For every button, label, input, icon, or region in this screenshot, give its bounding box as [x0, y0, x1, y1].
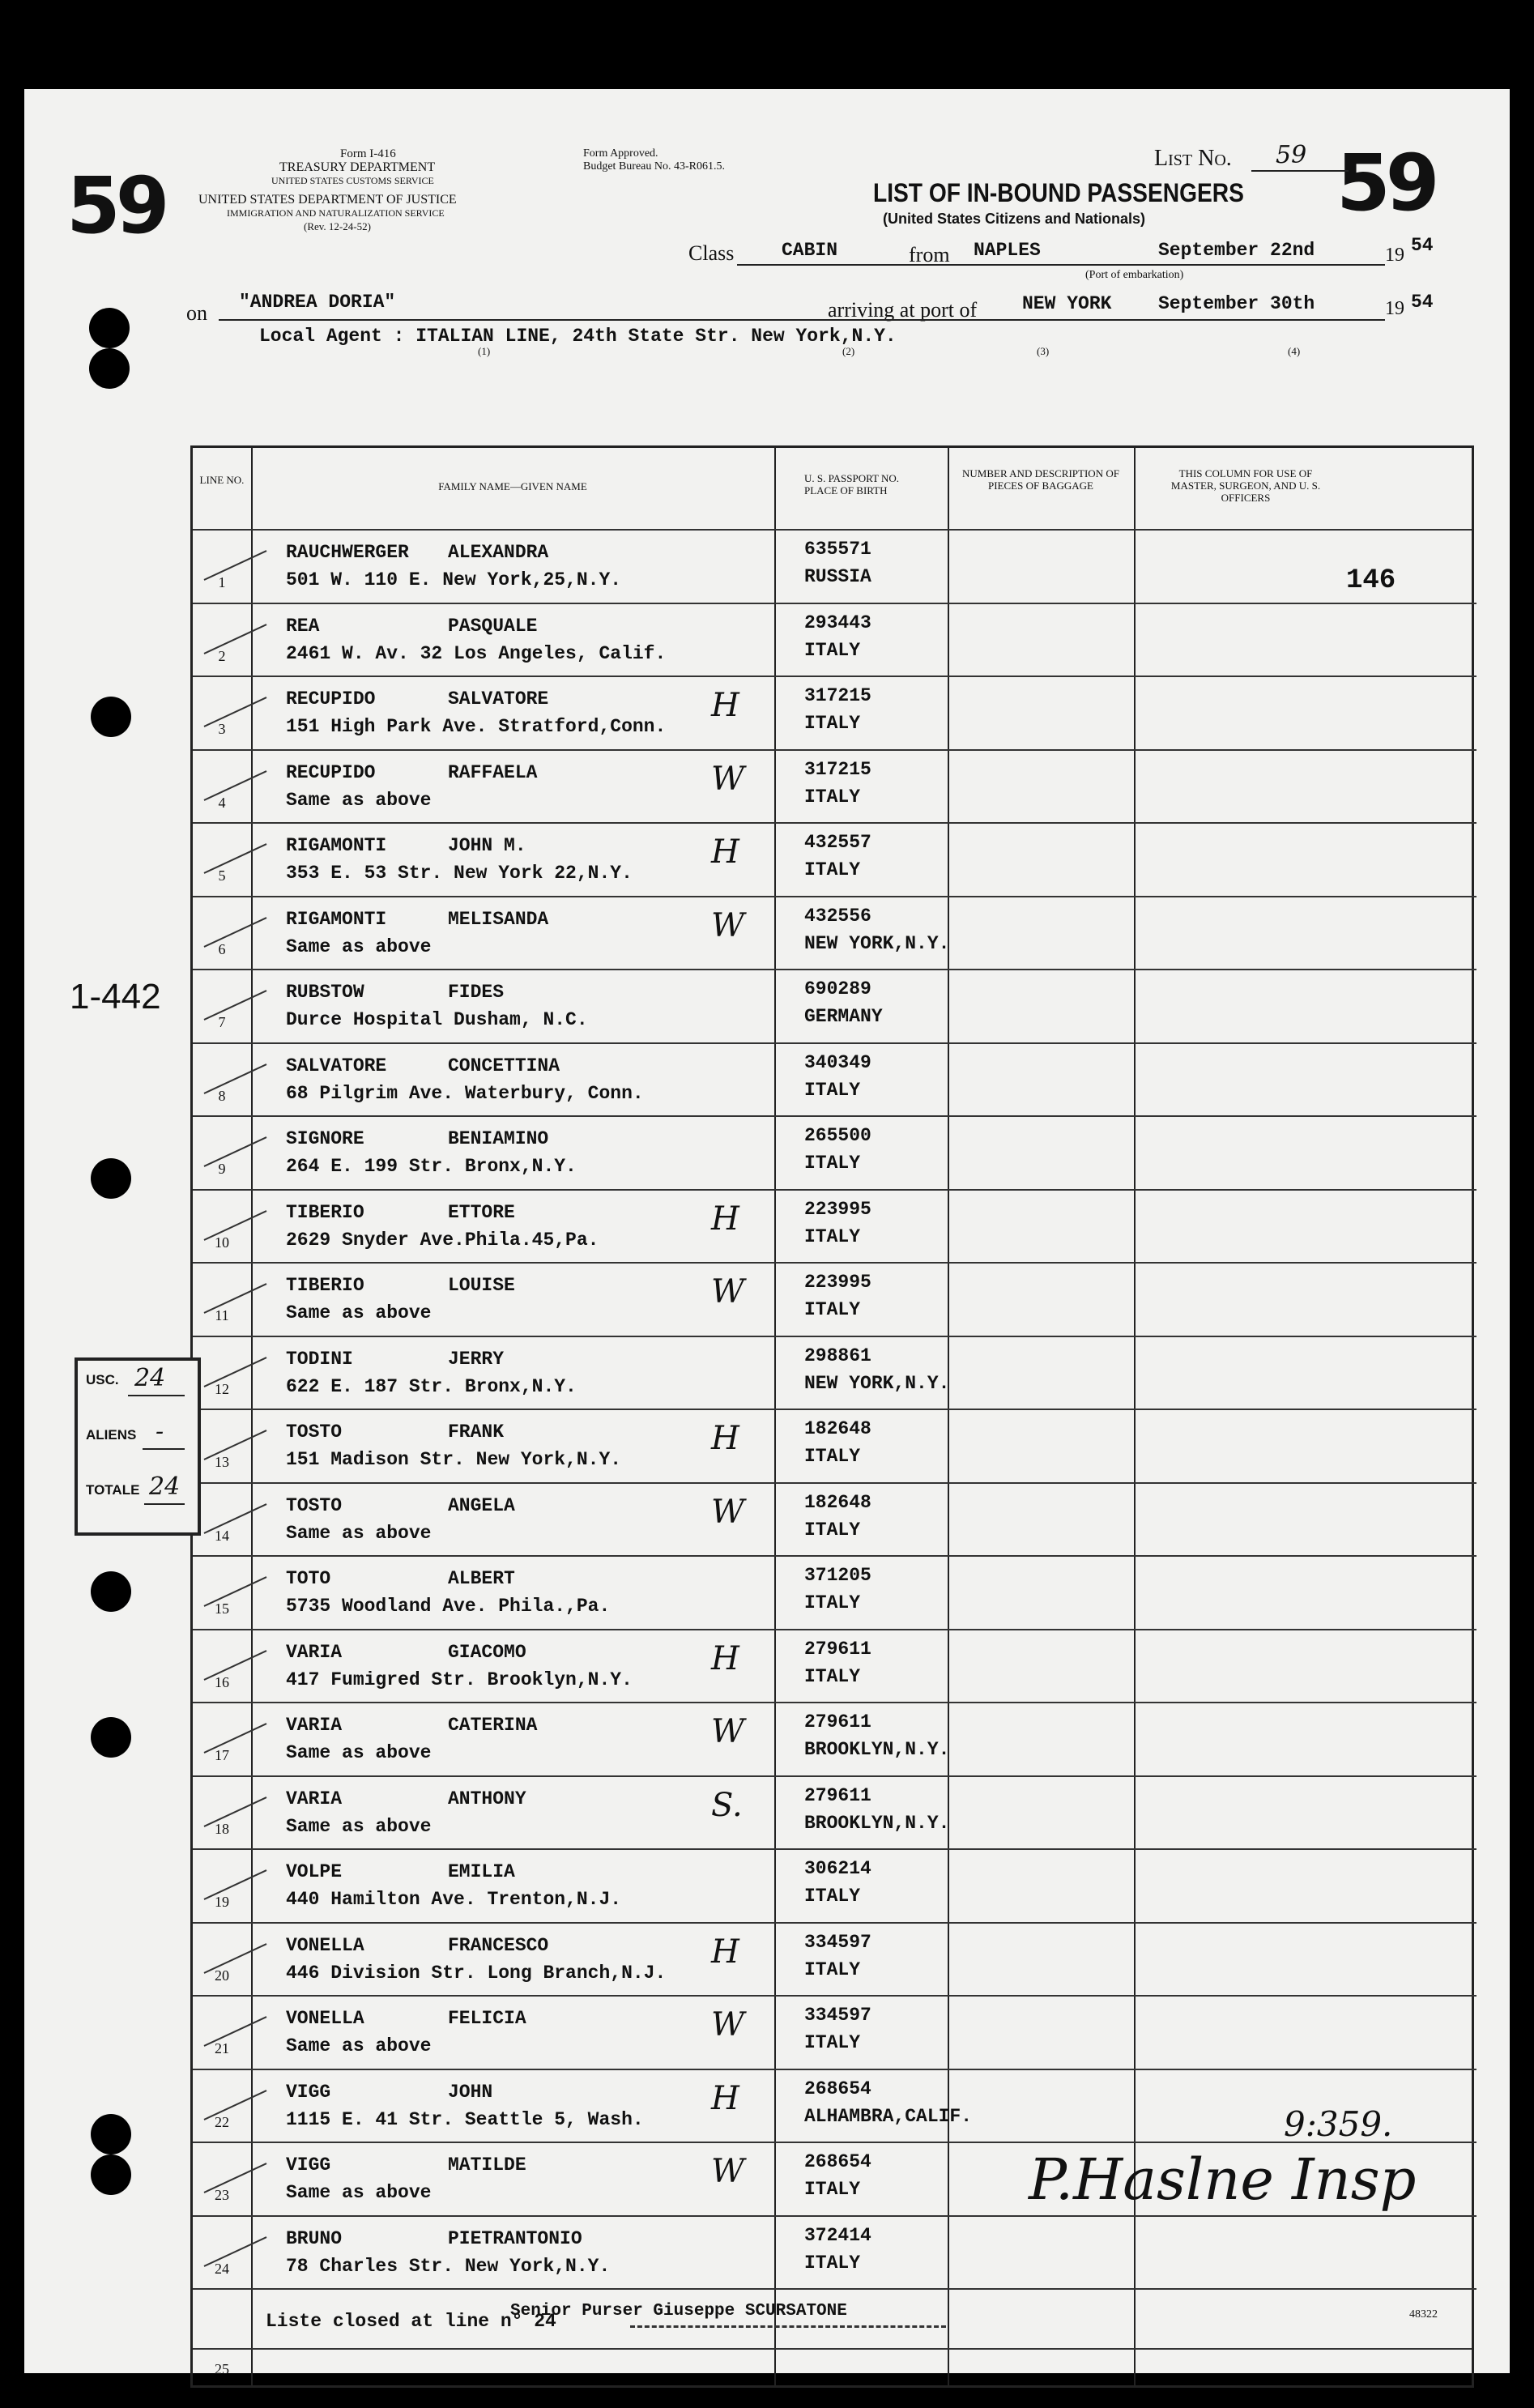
address: 446 Division Str. Long Branch,N.J.: [286, 1962, 667, 1984]
from-label: from: [909, 243, 950, 266]
header-officers: THIS COLUMN FOR USE OF MASTER, SURGEON, AND U. S. OFFICERS: [1170, 467, 1321, 504]
purser-line: Senior Purser Giuseppe SCURSATONE: [510, 2302, 847, 2321]
line-number: 3: [218, 721, 226, 737]
address: 501 W. 110 E. New York,25,N.Y.: [286, 569, 622, 590]
relation-mark: S.: [711, 1786, 743, 1824]
total-label: TOTALE: [86, 1482, 140, 1498]
table-row: [193, 749, 1476, 822]
line-number: 10: [215, 1234, 229, 1251]
given-name: MATILDE: [448, 2154, 526, 2176]
place-of-birth: ITALY: [804, 2032, 861, 2053]
arrival-port: NEW YORK: [1022, 293, 1112, 314]
header-line-no: LINE NO.: [199, 474, 245, 486]
place-of-birth: ITALY: [804, 1958, 861, 1980]
given-name: PASQUALE: [448, 615, 538, 637]
punch-hole: [91, 1158, 131, 1199]
family-name: VIGG: [286, 2154, 331, 2176]
col-num-3: (3): [1037, 345, 1050, 357]
col-num-1: (1): [478, 345, 491, 357]
table-row: [193, 603, 1476, 676]
closing-line-no: 25: [215, 2361, 229, 2377]
table-row: [193, 1555, 1476, 1628]
address: 353 E. 53 Str. New York 22,N.Y.: [286, 863, 633, 884]
address: 440 Hamilton Ave. Trenton,N.J.: [286, 1889, 622, 1910]
class-value: CABIN: [782, 240, 838, 261]
local-agent: Local Agent : ITALIAN LINE, 24th State Str. New York,N.Y.: [259, 326, 897, 347]
family-name: BRUNO: [286, 2227, 343, 2249]
punch-hole: [91, 2154, 131, 2195]
place-of-birth: ITALY: [804, 1519, 861, 1541]
class-underline: [737, 264, 1385, 266]
list-no-label: List No.: [1154, 146, 1232, 171]
given-name: FRANCESCO: [448, 1934, 549, 1956]
line-number: 20: [215, 1967, 229, 1984]
address: 78 Charles Str. New York,N.Y.: [286, 2255, 611, 2277]
relation-mark: W: [711, 1273, 745, 1311]
table-row: [193, 1482, 1476, 1555]
relation-mark: H: [711, 1639, 739, 1677]
passport-number: 432556: [804, 905, 871, 927]
address: 622 E. 187 Str. Bronx,N.Y.: [286, 1375, 577, 1397]
relation-mark: W: [711, 2006, 745, 2044]
relation-mark: H: [711, 1200, 739, 1238]
arriving-label: arriving at port of: [828, 298, 978, 322]
given-name: EMILIA: [448, 1861, 515, 1882]
passenger-table: [190, 445, 1474, 2388]
place-of-birth: ITALY: [804, 1153, 861, 1174]
given-name: GIACOMO: [448, 1641, 526, 1663]
stamp-number-right: 59: [1336, 138, 1435, 228]
line-number: 13: [215, 1454, 229, 1470]
line-number: 14: [215, 1527, 229, 1544]
passport-number: 298861: [804, 1345, 871, 1366]
relation-mark: H: [711, 2079, 739, 2117]
line-number: 11: [215, 1307, 229, 1323]
given-name: ETTORE: [448, 1201, 515, 1223]
passport-number: 334597: [804, 1931, 871, 1953]
given-name: ANTHONY: [448, 1788, 526, 1809]
line-number: 5: [218, 867, 226, 884]
arrival-year-prefix: 19: [1385, 298, 1404, 319]
line-number: 8: [218, 1087, 226, 1104]
stamp-number-left: 59: [66, 160, 165, 251]
row-rule: [193, 2288, 1476, 2290]
address: Same as above: [286, 1742, 432, 1763]
line-number: 6: [218, 940, 226, 957]
passport-number: 279611: [804, 1784, 871, 1806]
family-name: TIBERIO: [286, 1201, 364, 1223]
punch-hole: [91, 1571, 131, 1612]
address: 68 Pilgrim Ave. Waterbury, Conn.: [286, 1082, 644, 1104]
family-name: TOSTO: [286, 1494, 343, 1516]
from-value: NAPLES: [974, 240, 1041, 261]
address: Same as above: [286, 935, 432, 957]
header-passport: U. S. PASSPORT NO. PLACE OF BIRTH: [804, 472, 899, 497]
address: Same as above: [286, 1522, 432, 1544]
address: Same as above: [286, 789, 432, 811]
given-name: RAFFAELA: [448, 761, 538, 783]
passport-number: 432557: [804, 832, 871, 853]
place-of-birth: ITALY: [804, 639, 861, 661]
form-number: Form I-416: [340, 147, 396, 160]
relation-mark: W: [711, 2153, 745, 2190]
arrival-year: 54: [1411, 292, 1434, 313]
family-name: RUBSTOW: [286, 982, 364, 1003]
passport-number: 268654: [804, 2151, 871, 2172]
passport-number: 268654: [804, 2078, 871, 2099]
place-of-birth: ITALY: [804, 2252, 861, 2274]
address: Same as above: [286, 1302, 432, 1323]
total-underline: [144, 1503, 185, 1505]
given-name: LOUISE: [448, 1275, 515, 1296]
table-row: [193, 1409, 1476, 1481]
line-number: 16: [215, 1673, 229, 1690]
margin-number: 146: [1346, 565, 1396, 596]
passport-number: 265500: [804, 1125, 871, 1146]
inspector-note: 9:359.: [1284, 2104, 1393, 2144]
place-of-birth: ITALY: [804, 2179, 861, 2200]
passport-number: 372414: [804, 2224, 871, 2246]
given-name: FRANK: [448, 1421, 505, 1443]
form-department: TREASURY DEPARTMENT: [279, 160, 436, 174]
punch-hole: [91, 1717, 131, 1758]
form-code: 48322: [1409, 2308, 1438, 2321]
place-of-birth: ITALY: [804, 1592, 861, 1613]
place-of-birth: ITALY: [804, 1446, 861, 1467]
line-number: 19: [215, 1894, 229, 1910]
place-of-birth: GERMANY: [804, 1006, 883, 1027]
given-name: ALEXANDRA: [448, 542, 549, 563]
closing-line: Liste closed at line n° 24: [266, 2311, 556, 2332]
place-of-birth: BROOKLYN,N.Y.: [804, 1812, 950, 1834]
line-number: 22: [215, 2113, 229, 2130]
form-ins: IMMIGRATION AND NATURALIZATION SERVICE: [227, 207, 445, 219]
given-name: ALBERT: [448, 1568, 515, 1589]
given-name: MELISANDA: [448, 908, 549, 930]
place-of-birth: NEW YORK,N.Y.: [804, 1372, 950, 1394]
line-number: 18: [215, 1820, 229, 1837]
passport-number: 334597: [804, 2005, 871, 2026]
table-row: [193, 529, 1476, 602]
form-approved: Form Approved.: [583, 147, 658, 160]
line-number: 1: [218, 574, 226, 590]
family-name: RAUCHWERGER: [286, 542, 409, 563]
passport-number: 306214: [804, 1858, 871, 1879]
line-number: 7: [218, 1014, 226, 1030]
on-label: on: [186, 301, 207, 325]
given-name: CATERINA: [448, 1715, 538, 1736]
place-of-birth: BROOKLYN,N.Y.: [804, 1739, 950, 1760]
address: Durce Hospital Dusham, N.C.: [286, 1009, 588, 1030]
embark-caption: (Port of embarkation): [1085, 269, 1184, 281]
line-number: 24: [215, 2260, 229, 2277]
family-name: RECUPIDO: [286, 761, 376, 783]
line-number: 12: [215, 1380, 229, 1397]
table-row: [193, 1922, 1476, 1995]
family-name: VONELLA: [286, 2008, 364, 2029]
table-row: [193, 1848, 1476, 1921]
table-row: [193, 1702, 1476, 1775]
family-name: VOLPE: [286, 1861, 343, 1882]
place-of-birth: RUSSIA: [804, 566, 871, 587]
table-row: [193, 1629, 1476, 1702]
passport-number: 223995: [804, 1272, 871, 1293]
usc-label: USC.: [86, 1372, 119, 1387]
given-name: JOHN: [448, 2081, 493, 2103]
place-of-birth: ITALY: [804, 786, 861, 808]
family-name: TODINI: [286, 1348, 353, 1370]
family-name: RIGAMONTI: [286, 835, 387, 856]
family-name: VARIA: [286, 1715, 343, 1736]
form-justice: UNITED STATES DEPARTMENT OF JUSTICE: [198, 193, 457, 207]
place-of-birth: ITALY: [804, 1079, 861, 1101]
given-name: BENIAMINO: [448, 1128, 549, 1149]
address: 151 High Park Ave. Stratford,Conn.: [286, 716, 667, 737]
on-underline: [219, 319, 1385, 321]
given-name: FELICIA: [448, 2008, 526, 2029]
given-name: JOHN M.: [448, 835, 526, 856]
place-of-birth: ITALY: [804, 713, 861, 734]
passport-number: 371205: [804, 1565, 871, 1586]
manifest-page: [24, 89, 1510, 2377]
punch-hole: [89, 308, 130, 348]
table-row: [193, 1042, 1476, 1115]
table-row: [193, 1336, 1476, 1409]
relation-mark: H: [711, 833, 739, 871]
side-code: 1-442: [70, 977, 161, 1016]
place-of-birth: ITALY: [804, 1225, 861, 1247]
passport-number: 317215: [804, 685, 871, 706]
family-name: VIGG: [286, 2081, 331, 2103]
family-name: RECUPIDO: [286, 688, 376, 710]
table-row: [193, 676, 1476, 748]
place-of-birth: ITALY: [804, 1886, 861, 1907]
passport-number: 293443: [804, 612, 871, 633]
usc-value: 24: [134, 1364, 166, 1392]
table-row: [193, 969, 1476, 1042]
embark-year-prefix: 19: [1385, 245, 1404, 266]
line-number: 9: [218, 1161, 226, 1177]
table-row: [193, 896, 1476, 969]
family-name: VONELLA: [286, 1934, 364, 1956]
relation-mark: H: [711, 1420, 739, 1457]
given-name: ANGELA: [448, 1494, 515, 1516]
relation-mark: W: [711, 1493, 745, 1531]
family-name: SIGNORE: [286, 1128, 364, 1149]
form-rev: (Rev. 12-24-52): [304, 220, 371, 232]
inspector-signature: P.Haslne Insp: [1029, 2146, 1417, 2213]
form-budget: Budget Bureau No. 43-R061.5.: [583, 160, 725, 173]
usc-underline: [128, 1395, 185, 1396]
table-row: [193, 1189, 1476, 1262]
ship-name: "ANDREA DORIA": [239, 292, 396, 313]
passport-number: 317215: [804, 758, 871, 780]
address: Same as above: [286, 1815, 432, 1837]
address: 1115 E. 41 Str. Seattle 5, Wash.: [286, 2108, 644, 2130]
punch-hole: [91, 697, 131, 737]
row-rule: [193, 2348, 1472, 2350]
address: 2461 W. Av. 32 Los Angeles, Calif.: [286, 642, 667, 664]
table-row: [193, 2215, 1476, 2288]
relation-mark: H: [711, 687, 739, 724]
passport-number: 279611: [804, 1711, 871, 1732]
address: 5735 Woodland Ave. Phila.,Pa.: [286, 1596, 611, 1617]
passport-number: 223995: [804, 1198, 871, 1220]
family-name: RIGAMONTI: [286, 908, 387, 930]
passport-number: 182648: [804, 1418, 871, 1439]
address: 264 E. 199 Str. Bronx,N.Y.: [286, 1156, 577, 1177]
col-num-2: (2): [842, 345, 855, 357]
page-title: LIST OF IN-BOUND PASSENGERS: [873, 178, 1244, 207]
relation-mark: W: [711, 1713, 745, 1750]
address: 2629 Snyder Ave.Phila.45,Pa.: [286, 1229, 599, 1251]
relation-mark: W: [711, 760, 745, 798]
list-no-underline: [1251, 170, 1349, 172]
aliens-value: -: [156, 1417, 164, 1446]
place-of-birth: NEW YORK,N.Y.: [804, 932, 950, 954]
aliens-underline: [143, 1448, 185, 1450]
form-service: UNITED STATES CUSTOMS SERVICE: [271, 175, 434, 186]
table-row: [193, 1995, 1476, 2068]
given-name: FIDES: [448, 982, 505, 1003]
table-row: [193, 1262, 1476, 1335]
punch-hole: [89, 348, 130, 389]
passport-number: 279611: [804, 1638, 871, 1660]
family-name: SALVATORE: [286, 1055, 387, 1076]
passport-number: 635571: [804, 539, 871, 560]
relation-mark: H: [711, 1933, 739, 1971]
place-of-birth: ITALY: [804, 859, 861, 880]
place-of-birth: ITALY: [804, 1665, 861, 1687]
line-number: 17: [215, 1747, 229, 1763]
given-name: JERRY: [448, 1348, 505, 1370]
punch-hole: [91, 2114, 131, 2154]
address: Same as above: [286, 2035, 432, 2056]
family-name: VARIA: [286, 1788, 343, 1809]
address: Same as above: [286, 2182, 432, 2203]
family-name: VARIA: [286, 1641, 343, 1663]
total-value: 24: [149, 1473, 181, 1501]
embark-date: September 22nd: [1158, 240, 1315, 261]
relation-mark: W: [711, 906, 745, 944]
place-of-birth: ALHAMBRA,CALIF.: [804, 2105, 973, 2127]
passport-number: 182648: [804, 1491, 871, 1513]
line-number: 23: [215, 2187, 229, 2203]
table-row: [193, 1775, 1476, 1848]
passport-number: 690289: [804, 978, 871, 999]
line-number: 21: [215, 2040, 229, 2056]
place-of-birth: ITALY: [804, 1299, 861, 1320]
family-name: TIBERIO: [286, 1275, 364, 1296]
list-no-value: 59: [1276, 141, 1307, 169]
embark-year: 54: [1411, 235, 1434, 256]
citizen-count-box: [75, 1357, 201, 1536]
address: 417 Fumigred Str. Brooklyn,N.Y.: [286, 1669, 633, 1690]
header-name: FAMILY NAME—GIVEN NAME: [438, 480, 587, 492]
passport-number: 340349: [804, 1051, 871, 1073]
line-number: 15: [215, 1600, 229, 1617]
arrival-date: September 30th: [1158, 293, 1315, 314]
col-num-4: (4): [1288, 345, 1301, 357]
family-name: REA: [286, 615, 320, 637]
given-name: CONCETTINA: [448, 1055, 560, 1076]
address: 151 Madison Str. New York,N.Y.: [286, 1449, 622, 1470]
family-name: TOSTO: [286, 1421, 343, 1443]
given-name: SALVATORE: [448, 688, 549, 710]
table-row: [193, 822, 1476, 895]
closing-dash: [630, 2325, 946, 2328]
family-name: TOTO: [286, 1568, 331, 1589]
aliens-label: ALIENS: [86, 1427, 137, 1443]
header-baggage: NUMBER AND DESCRIPTION OF PIECES OF BAGGAGE: [962, 467, 1119, 492]
given-name: PIETRANTONIO: [448, 2227, 582, 2249]
page-subtitle: (United States Citizens and Nationals): [883, 211, 1146, 227]
class-label: Class: [688, 241, 735, 265]
line-number: 2: [218, 647, 226, 664]
line-number: 4: [218, 794, 226, 811]
table-row: [193, 1115, 1476, 1188]
